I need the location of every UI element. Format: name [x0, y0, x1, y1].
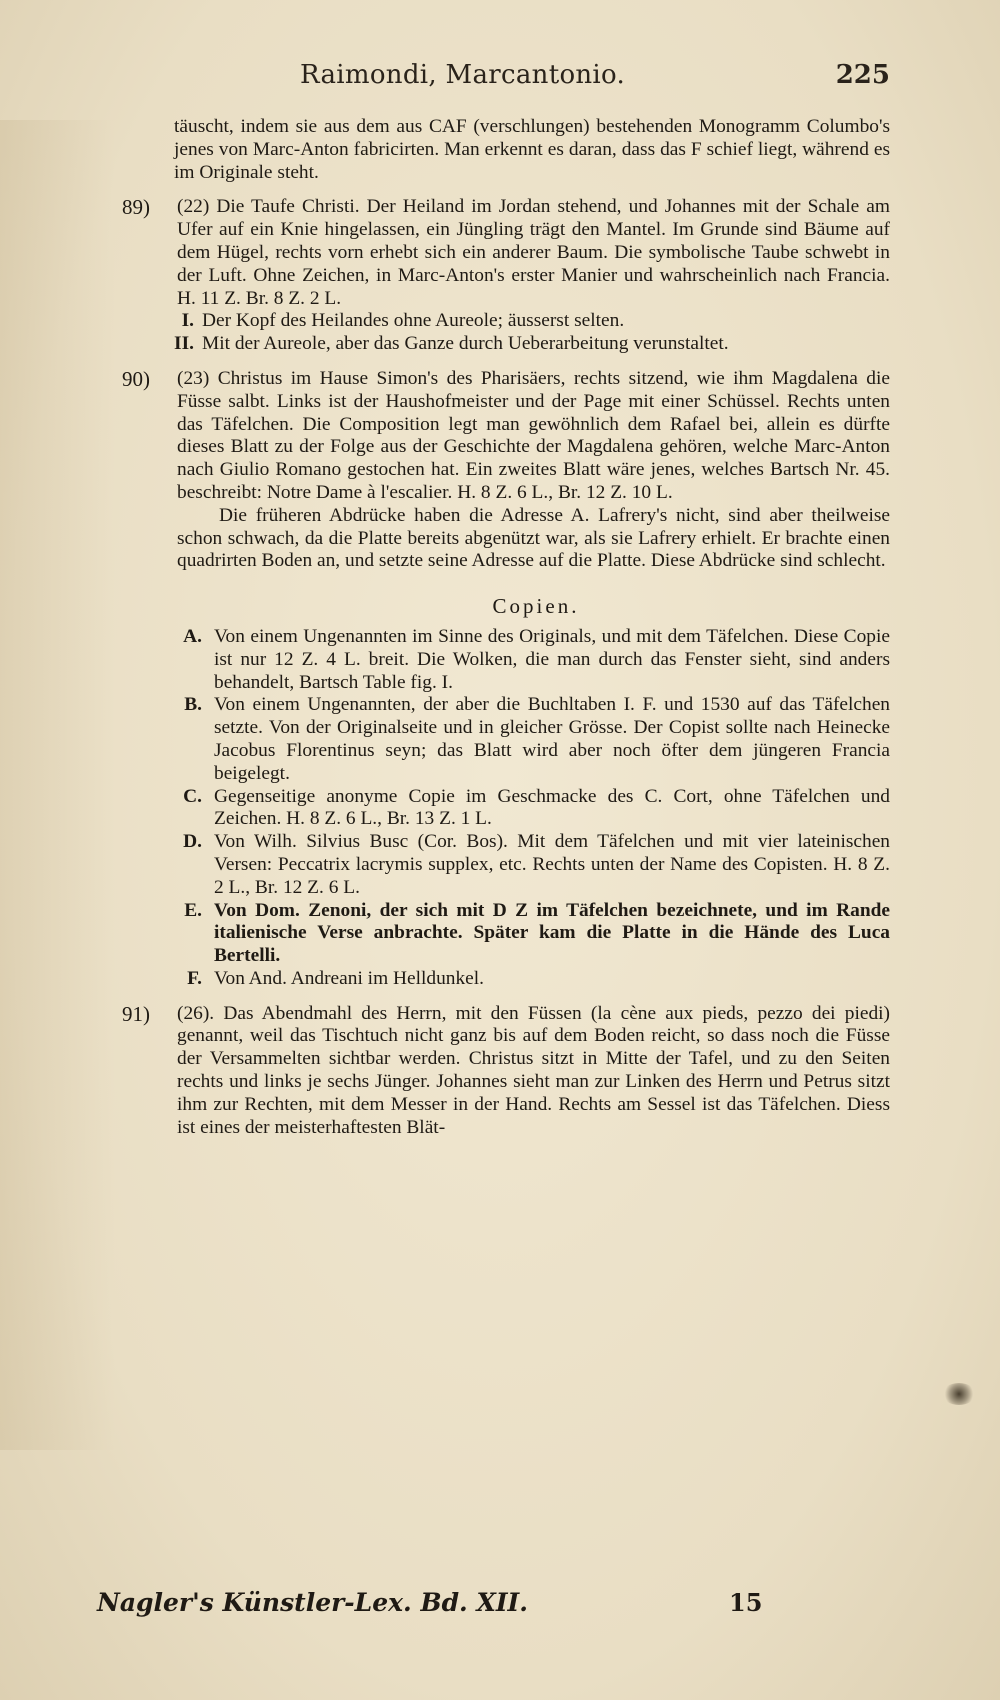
copy-label: A.	[183, 625, 202, 647]
copy-item-b	[122, 694, 890, 785]
state-text: Der Kopf des Heilandes ohne Aureole; äusserst selten.	[202, 310, 625, 332]
signature-mark: Nagler's Künstler-Lex. Bd. XII.	[97, 1588, 528, 1617]
page-number: 225	[835, 60, 890, 90]
ink-smudge	[942, 1383, 976, 1405]
copy-item-d	[122, 831, 890, 899]
catalogue-entry-89	[122, 196, 890, 310]
state-item	[122, 310, 890, 333]
state-item	[122, 333, 890, 356]
copy-text: Von einem Ungenannten, der aber die Buchltaben I. F. und 1530 auf das Täfelchen setzte. Von der Originalseite und in gleicher Grösse. Der Copist sollte nach Heinecke Jacobus Florentinus seyn; das Blatt wird aber noch öfter dem jüngeren Francia beigelegt.	[214, 694, 890, 784]
copy-label: D.	[183, 831, 202, 853]
copy-label: F.	[187, 967, 202, 989]
state-label: II.	[174, 333, 194, 355]
state-text: Mit der Aureole, aber das Ganze durch Ueberarbeitung verunstaltet.	[202, 333, 729, 355]
entry-note: Die früheren Abdrücke haben die Adresse A. Lafrery's nicht, sind aber theilweise schon schwach, da die Platte bereits abgenützt war, als sie Lafrery erhielt. Er brachte einen quadrirten Boden an, und setzte seine Adresse auf die Platte. Diese Abdrücke sind schlecht.	[177, 504, 890, 572]
catalogue-entry-90	[122, 368, 890, 505]
gathering-number: 15	[729, 1588, 763, 1617]
entry-number: 89)	[122, 195, 150, 220]
state-label: I.	[181, 310, 194, 332]
entry-number: 90)	[122, 366, 150, 391]
copy-text: Von einem Ungenannten im Sinne des Originals, und mit dem Täfelchen. Diese Copie ist nur 12 Z. 4 L. breit. Die Wolken, die man durch das Fenster sieht, sind anders behandelt, Bartsch Table fig. I.	[214, 625, 890, 693]
entry-text: (26). Das Abendmahl des Herrn, mit den Füssen (la cène aux pieds, pezzo dei piedi) genannt, weil das Tischtuch nicht ganz bis auf dem Boden reicht, so dass noch die Füsse der Versammelten sichtbar werden. Christus sitzt in Mitte der Tafel, und zu den Seiten rechts und links je sechs Jünger. Johannes sieht man zur Linken des Herrn und Petrus sitzt ihm zur Rechten, mit dem Messer in der Hand. Rechts am Sessel ist das Täfelchen. Diess ist eines der meisterhaftesten Blät-	[177, 1002, 890, 1138]
copy-label: B.	[184, 694, 202, 716]
copy-label: E.	[184, 899, 202, 921]
continuation-paragraph: täuscht, indem sie aus dem aus CAF (verschlungen) bestehenden Monogramm Columbo's jenes von Marc-Anton fabricirten. Man erkennt es daran, dass das F schief liegt, während es im Originale steht.	[174, 116, 890, 183]
running-head: Raimondi, Marcantonio.	[300, 60, 626, 90]
copy-item-a	[122, 626, 890, 694]
copy-text: Gegenseitige anonyme Copie im Geschmacke des C. Cort, ohne Täfelchen und Zeichen. H. 8 Z. 6 L., Br. 13 Z. 1 L.	[214, 785, 890, 830]
copy-label: C.	[183, 785, 202, 807]
copy-text: Von Wilh. Silvius Busc (Cor. Bos). Mit dem Täfelchen und mit vier lateinischen Versen: Peccatrix lacrymis supplex, etc. Rechts unten der Name des Copisten. H. 8 Z. 2 L., Br. 12 Z. 6 L.	[214, 831, 890, 898]
body-text	[122, 116, 890, 1139]
page-header	[300, 60, 890, 100]
copy-text: Von Dom. Zenoni, der sich mit D Z im Täfelchen bezeichnete, und im Rande italienische Verse anbrachte. Später kam die Platte in die Hände des Luca Bertelli.	[214, 899, 890, 967]
entry-text: (23) Christus im Hause Simon's des Pharisäers, rechts sitzend, wie ihm Magdalena die Füsse salbt. Links ist der Haushofmeister und der Page mit einer Schüssel. Rechts unten das Täfelchen. Die Composition legt man gewöhnlich dem Rafael bei, allein es dürfte dieses Blatt zu der Folge aus der Geschichte der Magdalena gehören, welche Marc-Anton nach Giulio Romano gestochen hat. Ein zweites Blatt wäre jenes, welches Bartsch Nr. 45. beschreibt: Notre Dame à l'escalier. H. 8 Z. 6 L., Br. 12 Z. 10 L.	[177, 367, 890, 503]
page-footer	[97, 1588, 797, 1622]
entry-number: 91)	[122, 1001, 150, 1026]
copy-item-e	[122, 900, 890, 968]
catalogue-entry-91	[122, 1003, 890, 1140]
copies-heading: Copien.	[492, 594, 580, 619]
copy-item-f	[122, 968, 890, 991]
copy-text: Von And. Andreani im Helldunkel.	[214, 967, 485, 989]
margin-stain	[0, 120, 115, 1450]
entry-text: (22) Die Taufe Christi. Der Heiland im Jordan stehend, und Johannes mit der Schale am Ufer auf ein Knie hingelassen, ein Jüngling trägt den Mantel. Im Grunde sind Bäume auf dem Hügel, rechts vorn erhebt sich ein anderer Baum. Die symbolische Taube schwebt in der Luft. Ohne Zeichen, in Marc-Anton's erster Manier und wahrscheinlich nach Francia. H. 11 Z. Br. 8 Z. 2 L.	[177, 196, 890, 309]
copy-item-c	[122, 786, 890, 832]
